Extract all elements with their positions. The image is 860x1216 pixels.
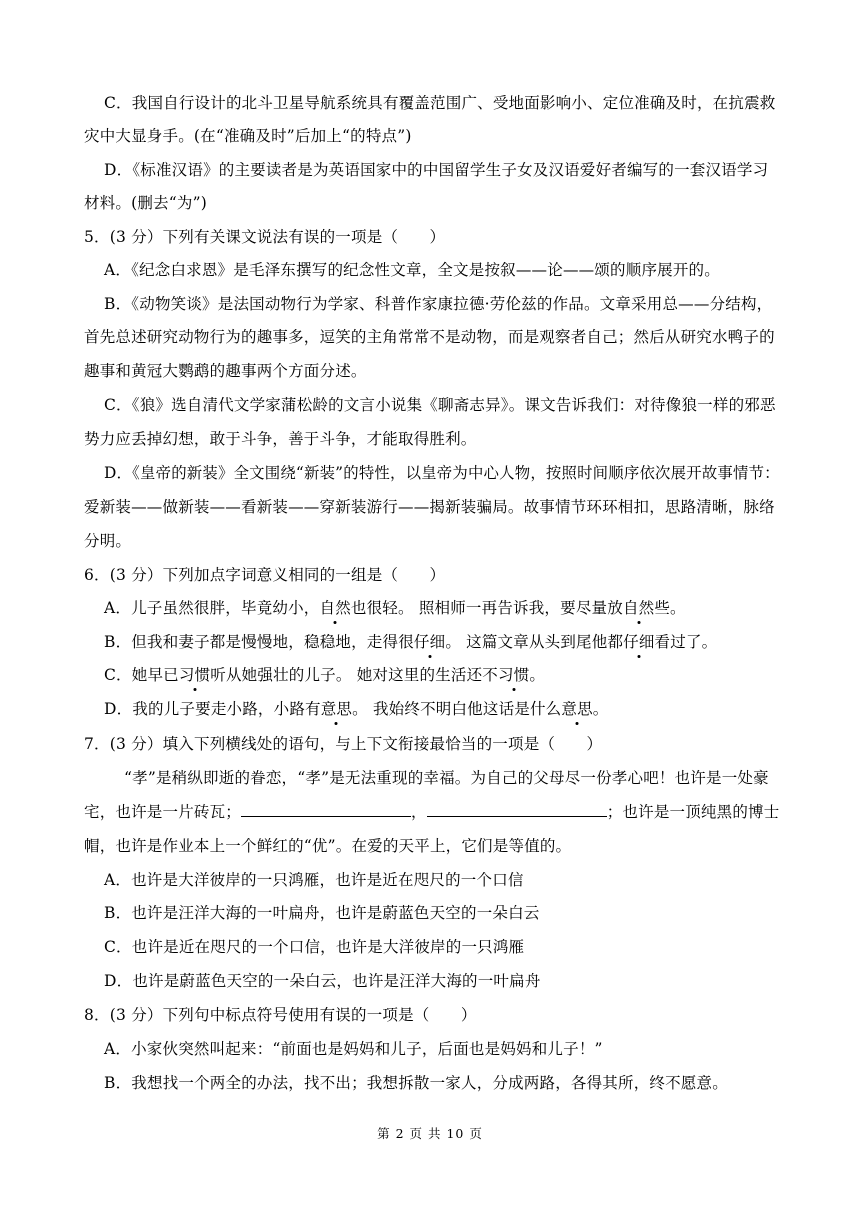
q6-a-text-post: 些。 (654, 599, 686, 617)
q6-a-dotted-word-1: 自然 (319, 599, 351, 617)
q4-option-c-line1: C．我国自行设计的北斗卫星导航系统具有覆盖范围广、受地面影响小、定位准确及时，在抗震救 (104, 94, 776, 112)
q6-d-dotted-word-2: 意思 (561, 700, 593, 718)
q6-c-text-mid: 听从她强壮的儿子。 她对这里的生活还不 (210, 666, 499, 684)
q8-option-b: B．我想找一个两全的办法，找不出；我想拆散一家人，分成两路，各得其所，终不愿意。 (104, 1074, 728, 1092)
q6-a-text-mid: 也很轻。 照相师一再告诉我，要尽量放 (350, 599, 623, 617)
q6-b-text-pre: B．但我和妻子都是慢慢地，稳稳地，走得很 (104, 633, 414, 651)
question-7-stem: 7．(3 分）填入下列横线处的语句，与上下文衔接最恰当的一项是（ ） (84, 735, 603, 753)
q5-option-b-line1: B．《动物笑谈》是法国动物行为学家、科普作家康拉德·劳伦兹的作品。文章采用总——分结构， (104, 295, 773, 313)
q6-c-dotted-word-1: 习惯 (178, 666, 211, 684)
q6-d-dotted-word-1: 意思 (320, 700, 353, 718)
q6-c-text-pre: C．她早已 (104, 666, 179, 684)
q6-b-dotted-word-1: 仔细 (413, 633, 446, 651)
q5-option-a: A．《纪念白求恩》是毛泽东撰写的纪念性文章，全文是按叙——论——颂的顺序展开的。 (104, 261, 720, 279)
q6-option-a (104, 597, 686, 619)
q7-passage-part-a: 宅，也许是一片砖瓦； (84, 803, 242, 821)
q5-option-d-line1: D．《皇帝的新装》全文围绕“新装”的特性，以皇帝为中心人物，按照时间顺序依次展开故事情节： (104, 464, 780, 482)
q6-option-b (104, 631, 717, 653)
q7-passage-line3: 帽，也许是作业本上一个鲜红的“优”。在爱的天平上，它们是等值的。 (84, 837, 572, 855)
q5-option-c-line2: 势力应丢掉幻想，敢于斗争，善于斗争，才能取得胜利。 (84, 430, 477, 448)
fill-blank-2[interactable] (427, 802, 607, 817)
page-footer: 第 2 页 共 10 页 (377, 1126, 483, 1141)
q7-passage-part-b: ， (411, 803, 427, 821)
q7-option-b: B．也许是汪洋大海的一叶扁舟，也许是蔚蓝色天空的一朵白云 (104, 904, 540, 922)
question-5-stem: 5．(3 分）下列有关课文说法有误的一项是（ ） (84, 228, 446, 246)
q7-option-a: A．也许是大洋彼岸的一只鸿雁，也许是近在咫尺的一个口信 (104, 871, 524, 889)
q6-option-c (104, 664, 545, 686)
q4-option-d-line2: 材料。(删去“为”) (84, 194, 207, 212)
q5-option-b-line3: 趣事和黄冠大鹦鹉的趣事两个方面分述。 (84, 362, 367, 380)
q7-passage-part-c: ；也许是一顶纯黑的博士 (606, 803, 780, 821)
q5-option-c-line1: C．《狼》选自清代文学家蒲松龄的文言小说集《聊斋志异》。课文告诉我们：对待像狼一样的邪恶 (104, 396, 776, 414)
q5-option-d-line2: 爱新装——做新装——看新装——穿新装游行——揭新装骗局。故事情节环环相扣，思路清晰，脉络 (84, 498, 775, 516)
q6-c-text-post: 。 (529, 666, 546, 684)
q6-b-dotted-word-2: 仔细 (623, 633, 655, 651)
q4-option-c-line2: 灾中大显身手。(在“准确及时”后加上“的特点”) (84, 127, 412, 145)
q4-option-d-line1: D．《标准汉语》的主要读者是为英语国家中的中国留学生子女及汉语爱好者编写的一套汉语学习 (104, 161, 769, 179)
q7-passage-line1: “孝”是稍纵即逝的眷恋，“孝”是无法重现的幸福。为自己的父母尽一份孝心吧！也许是一处豪 (124, 769, 769, 787)
q6-b-text-mid: 。 这篇文章从头到尾他都 (445, 633, 624, 651)
question-6-stem: 6．(3 分）下列加点字词意义相同的一组是（ ） (84, 566, 446, 584)
q5-option-b-line2: 首先总述研究动物行为的趣事多，逗笑的主角常常不是动物，而是观察者自己；然后从研究水鸭子的 (84, 328, 775, 346)
q6-d-text-pre: D．我的儿子要走小路，小路有 (104, 700, 321, 718)
q6-c-dotted-word-2: 习惯 (498, 666, 530, 684)
q7-passage-line2 (84, 801, 779, 823)
q6-d-text-post: 。 (592, 700, 609, 718)
q5-option-d-line3: 分明。 (84, 532, 132, 550)
fill-blank-1[interactable] (241, 802, 411, 817)
q6-d-text-mid: 。 我始终不明白他这话是什么 (352, 700, 562, 718)
q6-a-text-pre: A．儿子虽然很胖，毕竟幼小， (104, 599, 320, 617)
q6-a-dotted-word-2: 自然 (622, 599, 655, 617)
q6-option-d (104, 698, 608, 720)
q6-b-text-post: 看过了。 (654, 633, 718, 651)
q7-option-c: C．也许是近在咫尺的一个口信，也许是大洋彼岸的一只鸿雁 (104, 938, 525, 956)
question-8-stem: 8．(3 分）下列句中标点符号使用有误的一项是（ ） (84, 1006, 477, 1024)
q8-option-a: A．小家伙突然叫起来：“前面也是妈妈和儿子，后面也是妈妈和儿子！” (104, 1040, 603, 1058)
q7-option-d: D．也许是蔚蓝色天空的一朵白云，也许是汪洋大海的一叶扁舟 (104, 972, 541, 990)
